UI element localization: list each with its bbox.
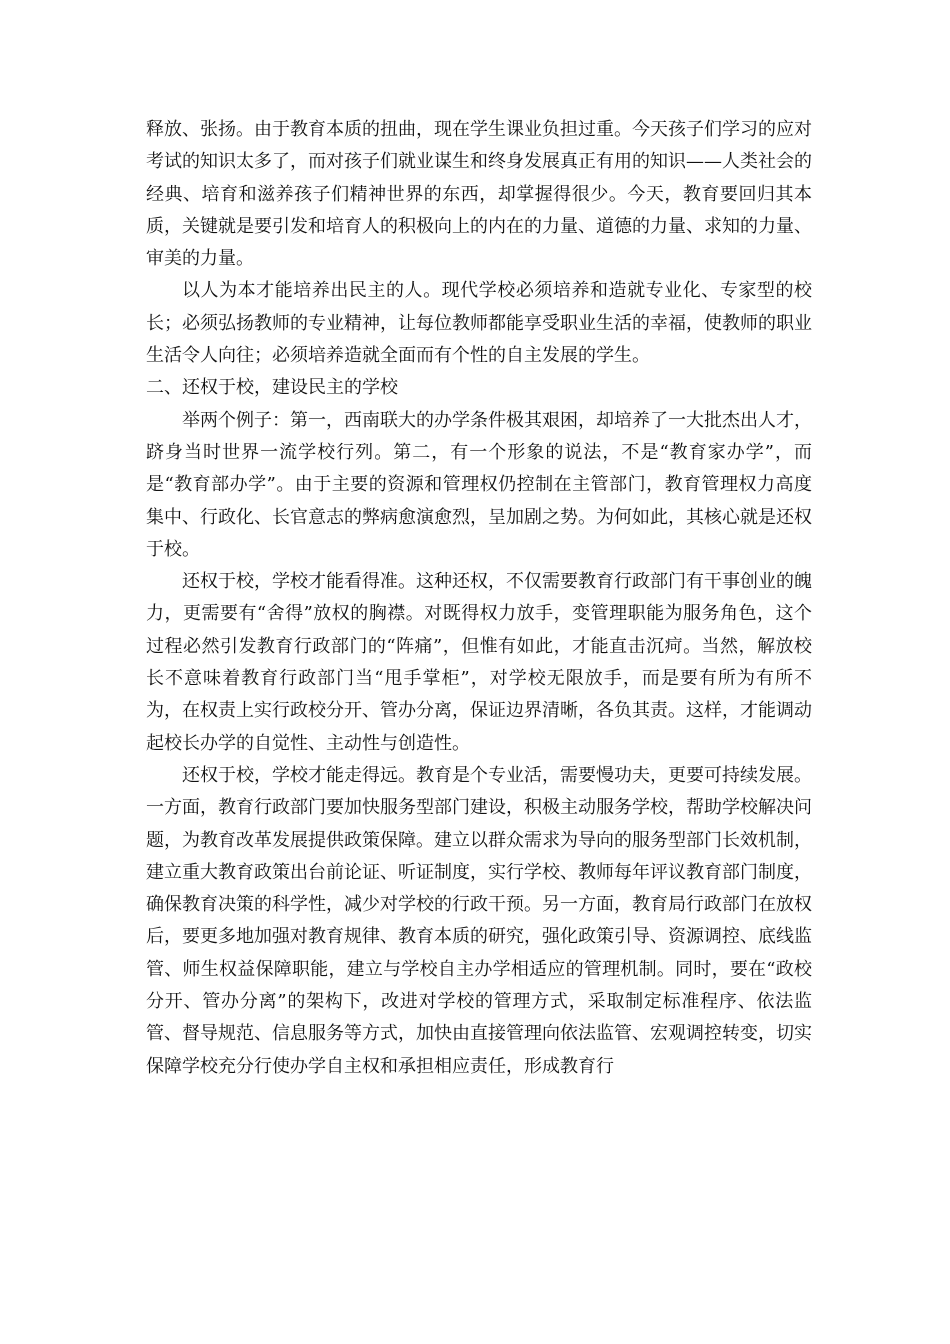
paragraph-1: 释放、张扬。由于教育本质的扭曲，现在学生课业负担过重。今天孩子们学习的应对考试的知识太多了，而对孩子们就业谋生和终身发展真正有用的知识——人类社会的经典、培育和滋养孩子们精神世界的东西，却掌握得很少。今天，教育要回归其本质，关键就是要引发和培育人的积极向上的内在的力量、道德的力量、求知的力量、审美的力量。 [146, 119, 812, 270]
paragraph-3: 举两个例子：第一，西南联大的办学条件极其艰困，却培养了一大批杰出人才，跻身当时世界一流学校行列。第二，有一个形象的说法，不是“教育家办学”，而是“教育部办学”。由于主要的资源和管理权仍控制在主管部门，教育管理权力高度集中、行政化、长官意志的弊病愈演愈烈，呈加剧之势。为何如此，其核心就是还权于校。 [146, 409, 812, 560]
section-heading: 二、还权于校，建设民主的学校 [146, 377, 398, 399]
paragraph-5: 还权于校，学校才能走得远。教育是个专业活，需要慢功夫，更要可持续发展。一方面，教育行政部门要加快服务型部门建设，积极主动服务学校，帮助学校解决问题，为教育改革发展提供政策保障。建立以群众需求为导向的服务型部门长效机制，建立重大教育政策出台前论证、听证制度，实行学校、教师每年评议教育部门制度，确保教育决策的科学性，减少对学校的行政干预。另一方面，教育局行政部门在放权后，要更多地加强对教育规律、教育本质的研究，强化政策引导、资源调控、底线监管、师生权益保障职能，建立与学校自主办学相适应的管理机制。同时，要在“政校分开、管办分离”的架构下，改进对学校的管理方式，采取制定标准程序、依法监管、督导规范、信息服务等方式，加快由直接管理向依法监管、宏观调控转变，切实保障学校充分行使办学自主权和承担相应责任，形成教育行 [146, 764, 812, 1077]
paragraph-4: 还权于校，学校才能看得准。这种还权，不仅需要教育行政部门有干事创业的魄力，更需要有“舍得”放权的胸襟。对既得权力放手，变管理职能为服务角色，这个过程必然引发教育行政部门的“阵痛”，但惟有如此，才能直击沉疴。当然，解放校长不意味着教育行政部门当“甩手掌柜”，对学校无限放手，而是要有所为有所不为，在权责上实行政校分开、管办分离，保证边界清晰，各负其责。这样，才能调动起校长办学的自觉性、主动性与创造性。 [146, 571, 812, 754]
document-page [146, 114, 812, 1083]
paragraph-2: 以人为本才能培养出民主的人。现代学校必须培养和造就专业化、专家型的校长；必须弘扬教师的专业精神，让每位教师都能享受职业生活的幸福，使教师的职业生活令人向往；必须培养造就全面而有个性的自主发展的学生。 [146, 280, 812, 367]
